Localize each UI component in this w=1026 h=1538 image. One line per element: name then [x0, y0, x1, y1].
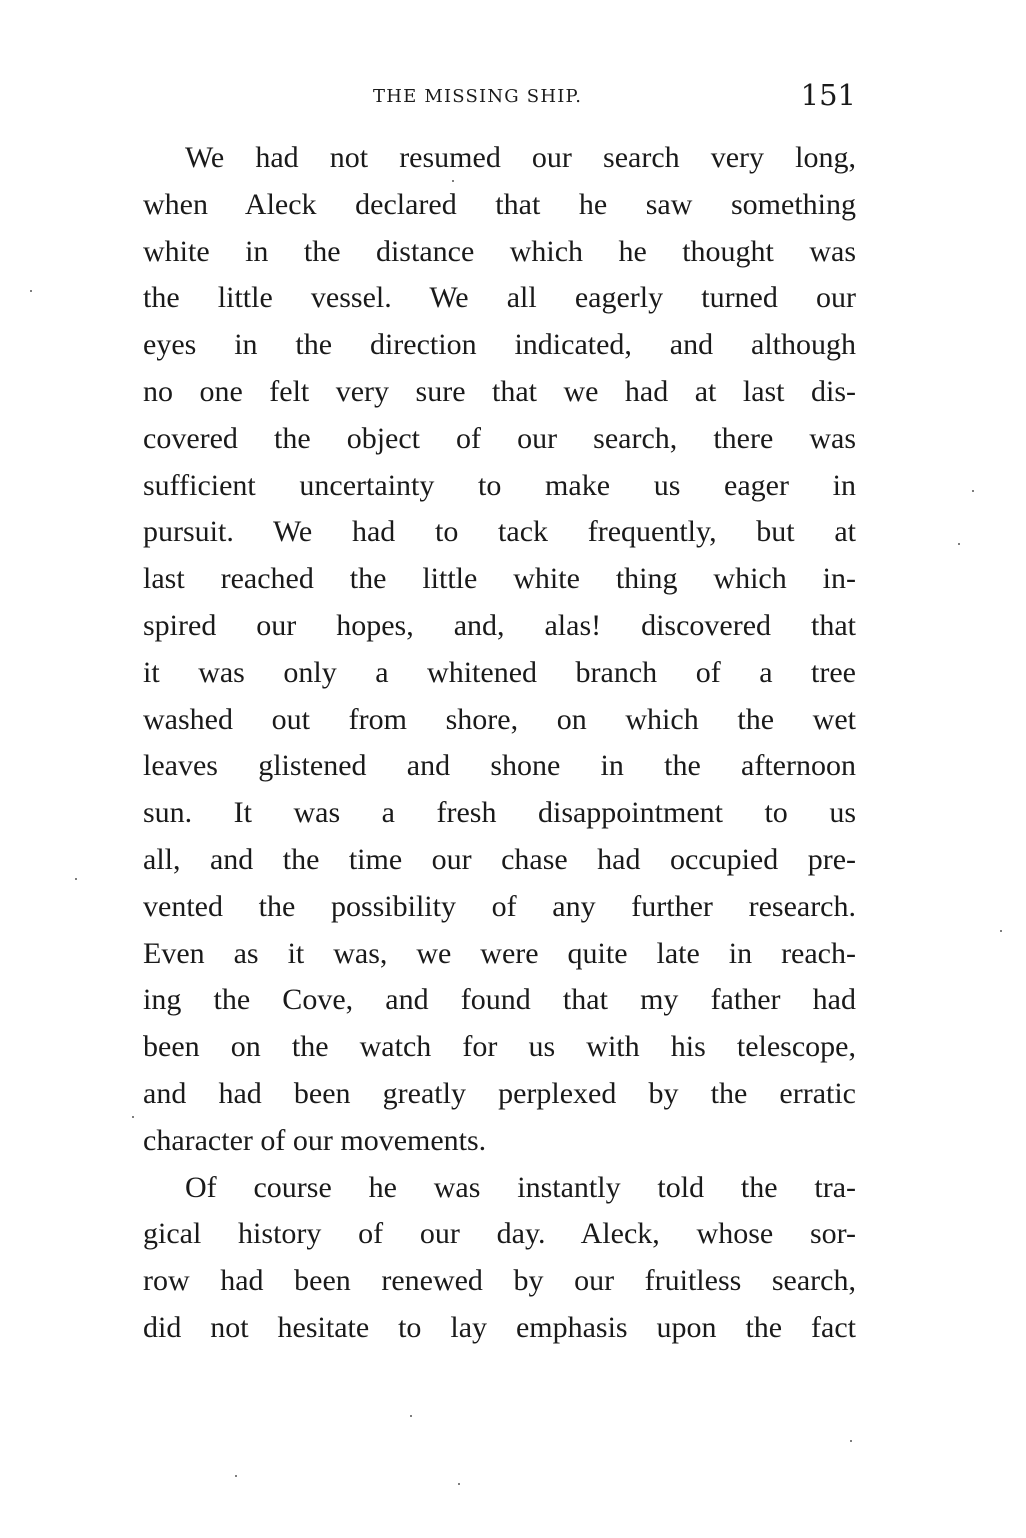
text-line: washed out from shore, on which the wet [143, 702, 856, 736]
text-line: when Aleck declared that he saw something [143, 187, 856, 221]
text-line: covered the object of our search, there was [143, 421, 856, 455]
text-line: We had not resumed our search very long, [185, 141, 856, 174]
paper-speck [75, 878, 77, 880]
paper-speck [30, 290, 32, 292]
text-line: Even as it was, we were quite late in reach- [143, 936, 856, 970]
body-text [143, 135, 856, 1352]
text-line: it was only a whitened branch of a tree [143, 655, 856, 689]
paper-speck [452, 180, 454, 182]
text-line: spired our hopes, and, alas! discovered that [143, 608, 856, 642]
text-line: gical history of our day. Aleck, whose sor- [143, 1217, 856, 1251]
text-line: no one felt very sure that we had at last dis- [143, 374, 856, 408]
text-line: vented the possibility of any further research. [143, 889, 856, 923]
text-line: sufficient uncertainty to make us eager in [143, 468, 856, 502]
text-line: ing the Cove, and found that my father had [143, 983, 856, 1017]
paper-speck [458, 1483, 460, 1485]
paper-speck [972, 490, 974, 492]
text-line: the little vessel. We all eagerly turned our [143, 281, 856, 315]
text-line: all, and the time our chase had occupied pre- [143, 842, 856, 876]
paper-speck [235, 1475, 237, 1477]
paper-speck [410, 1415, 412, 1417]
running-title: THE MISSING SHIP. [373, 86, 583, 107]
paper-speck [958, 543, 960, 545]
paper-speck [1000, 930, 1002, 932]
paper-speck [132, 1116, 134, 1118]
text-line: row had been renewed by our fruitless search, [143, 1264, 856, 1298]
paper-speck [850, 1440, 852, 1442]
text-line: and had been greatly perplexed by the erratic [143, 1076, 856, 1110]
text-line: character of our movements. [143, 1123, 487, 1157]
text-line: sun. It was a fresh disappointment to us [143, 796, 856, 830]
text-line: been on the watch for us with his telescope, [143, 1030, 856, 1064]
text-line: eyes in the direction indicated, and although [143, 328, 856, 362]
text-line: pursuit. We had to tack frequently, but at [143, 515, 856, 549]
text-line: did not hesitate to lay emphasis upon the fact [143, 1310, 856, 1344]
text-line: last reached the little white thing which in- [143, 562, 856, 596]
page-number: 151 [800, 78, 856, 112]
running-head [143, 78, 856, 118]
text-line: Of course he was instantly told the tra- [185, 1170, 856, 1204]
text-line: white in the distance which he thought was [143, 234, 856, 268]
text-line: leaves glistened and shone in the afternoon [143, 749, 856, 783]
